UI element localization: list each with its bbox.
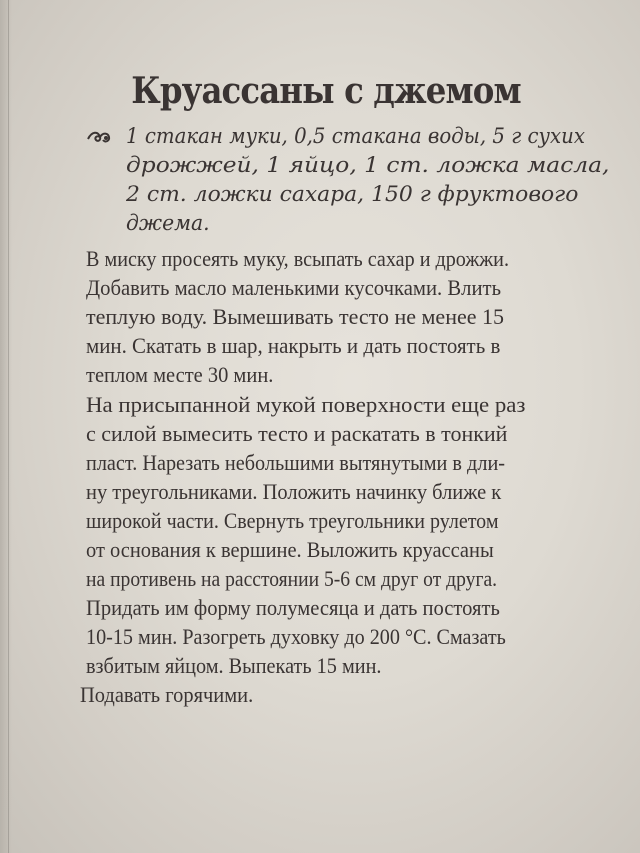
instruction-line: теплую воду. Вымешивать тесто не менее 15 <box>86 304 504 329</box>
instruction-line: Подавать горячими. <box>80 682 254 707</box>
instruction-line: на противень на расстоянии 5-6 см друг от друга. <box>86 566 498 591</box>
instruction-line: широкой части. Свернуть треугольники рулетом <box>86 508 499 533</box>
instruction-line: 10-15 мин. Разогреть духовку до 200 °С. Смазать <box>86 624 506 649</box>
instruction-line: Придать им форму полумесяца и дать постоять <box>86 595 500 620</box>
recipe-title: Круассаны с джемом <box>131 70 521 112</box>
ingredients-line: дрожжей, 1 яйцо, 1 ст. ложка масла, <box>126 153 610 177</box>
page-edge-shadow <box>0 0 12 853</box>
instruction-line: В миску просеять муку, всыпать сахар и дрожжи. <box>86 246 509 271</box>
instruction-line: На присыпанной мукой поверхности еще раз <box>86 392 526 417</box>
ingredients-line: джема. <box>126 211 210 235</box>
page-edge-line <box>8 0 9 853</box>
instruction-line: пласт. Нарезать небольшими вытянутыми в дли- <box>86 450 506 475</box>
instruction-line: Добавить масло маленькими кусочками. Влить <box>86 275 502 300</box>
ingredients-line: 2 ст. ложки сахара, 150 г фруктового <box>126 182 579 206</box>
instruction-line: мин. Скатать в шар, накрыть и дать постоять в <box>86 333 501 358</box>
instruction-line: теплом месте 30 мин. <box>86 362 274 387</box>
instruction-line: ну треугольниками. Положить начинку ближе к <box>86 479 502 504</box>
ingredients-line: 1 стакан муки, 0,5 стакана воды, 5 г сухих <box>126 124 585 148</box>
instruction-line: с силой вымесить тесто и раскатать в тонкий <box>86 421 508 446</box>
instruction-line: от основания к вершине. Выложить круассаны <box>86 537 494 562</box>
instruction-line: взбитым яйцом. Выпекать 15 мин. <box>86 653 382 678</box>
fleuron-icon <box>86 127 112 147</box>
